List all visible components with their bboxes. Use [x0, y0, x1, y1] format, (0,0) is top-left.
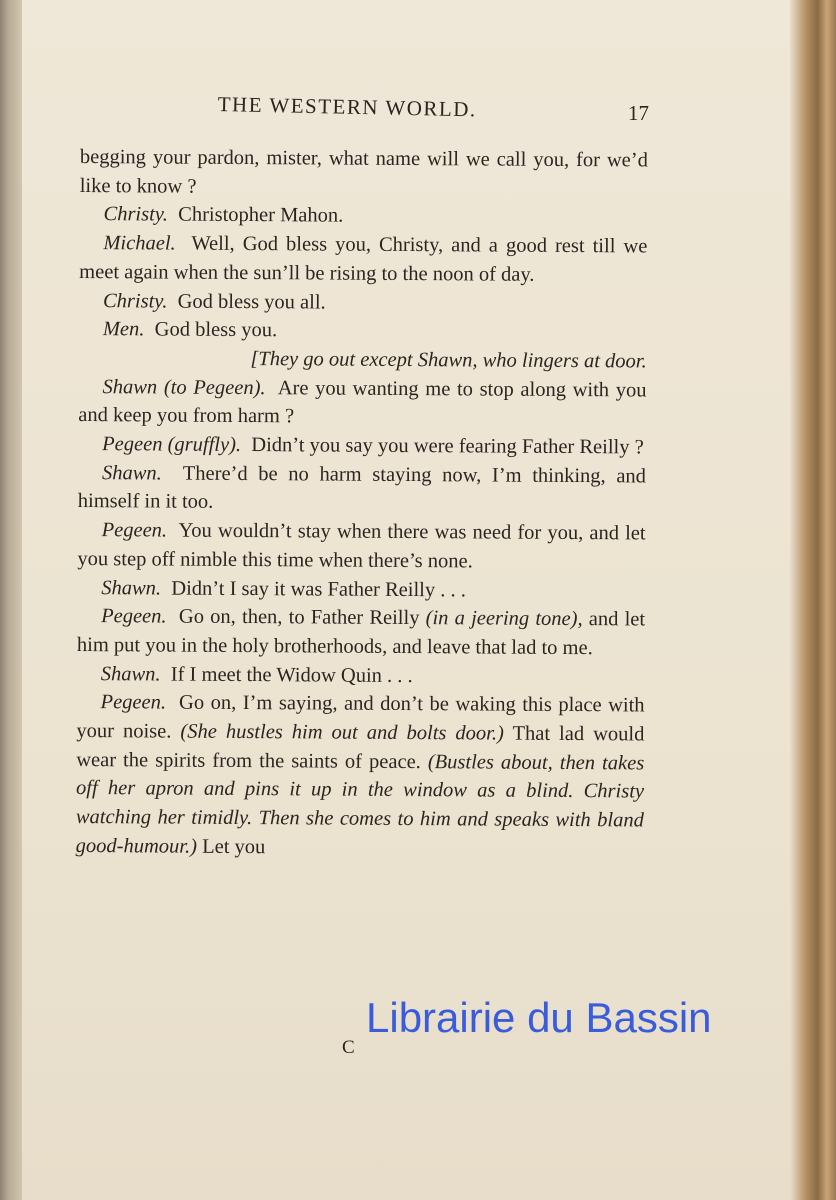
text-line: begging your pardon, mister, what name will we call you, for we’d like to know ? — [79, 145, 648, 198]
stage-note: (Bustles about, then takes off her apron and pins it up in the window as a blind. Christy watching her timidly. Then she comes to him and speaks with bland good-humour.) — [75, 750, 645, 858]
dialogue-text: God bless you all. — [177, 290, 326, 314]
speaker-name: Christy. — [103, 203, 169, 226]
dialogue-line — [79, 315, 647, 347]
dialogue-line — [79, 200, 647, 232]
dialogue-text: Go on, I’m saying, and don’t be waking this place with your noise. — [76, 691, 645, 743]
dialogue-line — [77, 574, 645, 606]
dialogue-line — [78, 459, 646, 520]
dialogue-line — [79, 229, 647, 290]
dialogue-line — [77, 516, 645, 577]
dialogue-text: Well, God bless you, Christy, and a good rest till we meet again when the sun’ll be rising to the noon of day. — [79, 232, 648, 286]
stage-direction: [They go out except Shawn, who lingers at door. — [250, 347, 647, 373]
speaker-name: Pegeen. — [101, 519, 168, 542]
dialogue-text: Are you wanting me to stop along with you and keep you from harm ? — [78, 376, 647, 428]
dialogue-text: There’d be no harm staying now, I’m thinking, and himself in it too. — [77, 462, 647, 514]
speaker-name: Pegeen. — [100, 691, 167, 714]
dialogue-text: Go on, then, to Father Reilly — [178, 605, 420, 630]
running-title: THE WESTERN WORLD. — [217, 92, 477, 122]
speaker-name: Michael. — [103, 232, 176, 255]
stage-note: (in a jeering tone), — [425, 607, 583, 631]
dialogue-text: If I meet the Widow Quin . . . — [170, 663, 413, 687]
dialogue-line — [79, 287, 647, 319]
speaker-name: Shawn. — [101, 576, 162, 600]
page-number: 17 — [628, 101, 649, 125]
speaker-name: Pegeen — [102, 433, 163, 456]
dialogue-text: Christopher Mahon. — [178, 204, 344, 228]
dialogue-text: Let you — [202, 835, 266, 859]
dialogue-line — [78, 430, 646, 462]
running-header — [22, 92, 790, 132]
speaker-name: Shawn. — [101, 461, 162, 485]
dialogue-line — [76, 688, 645, 864]
speaker-name: Shawn — [102, 375, 158, 399]
play-text — [76, 143, 648, 864]
speaker-name: Christy. — [102, 289, 168, 313]
page-stack-edge — [790, 0, 836, 1200]
dialogue-text: You wouldn’t stay when there was need for you, and let you step off nimble this time when there’s none. — [77, 519, 646, 573]
stage-note: (She hustles him out and bolts door.) — [180, 720, 504, 745]
signature-mark: C — [342, 1037, 355, 1058]
dialogue-text: and let him put you in the holy brotherhoods, and leave that lad to me. — [76, 608, 646, 660]
speaker-name: Men. — [102, 318, 145, 341]
dialogue-line — [77, 602, 645, 663]
dialogue-text: Didn’t you say you were fearing Father Reilly ? — [251, 434, 644, 459]
dialogue-line — [77, 660, 645, 692]
dialogue-text: God bless you. — [154, 318, 278, 342]
watermark-text: Librairie du Bassin — [366, 994, 712, 1041]
stage-note: (to Pegeen). — [163, 376, 266, 399]
book-gutter — [0, 0, 22, 1200]
dialogue-text: That lad would wear the spirits from the saints of peace. — [76, 722, 645, 773]
stage-note: (gruffly). — [167, 433, 242, 457]
dialogue-text: Didn’t I say it was Father Reilly . . . — [171, 577, 466, 601]
dialogue-line — [78, 373, 646, 434]
speaker-name: Shawn. — [100, 662, 161, 686]
speaker-name: Pegeen. — [101, 605, 167, 628]
